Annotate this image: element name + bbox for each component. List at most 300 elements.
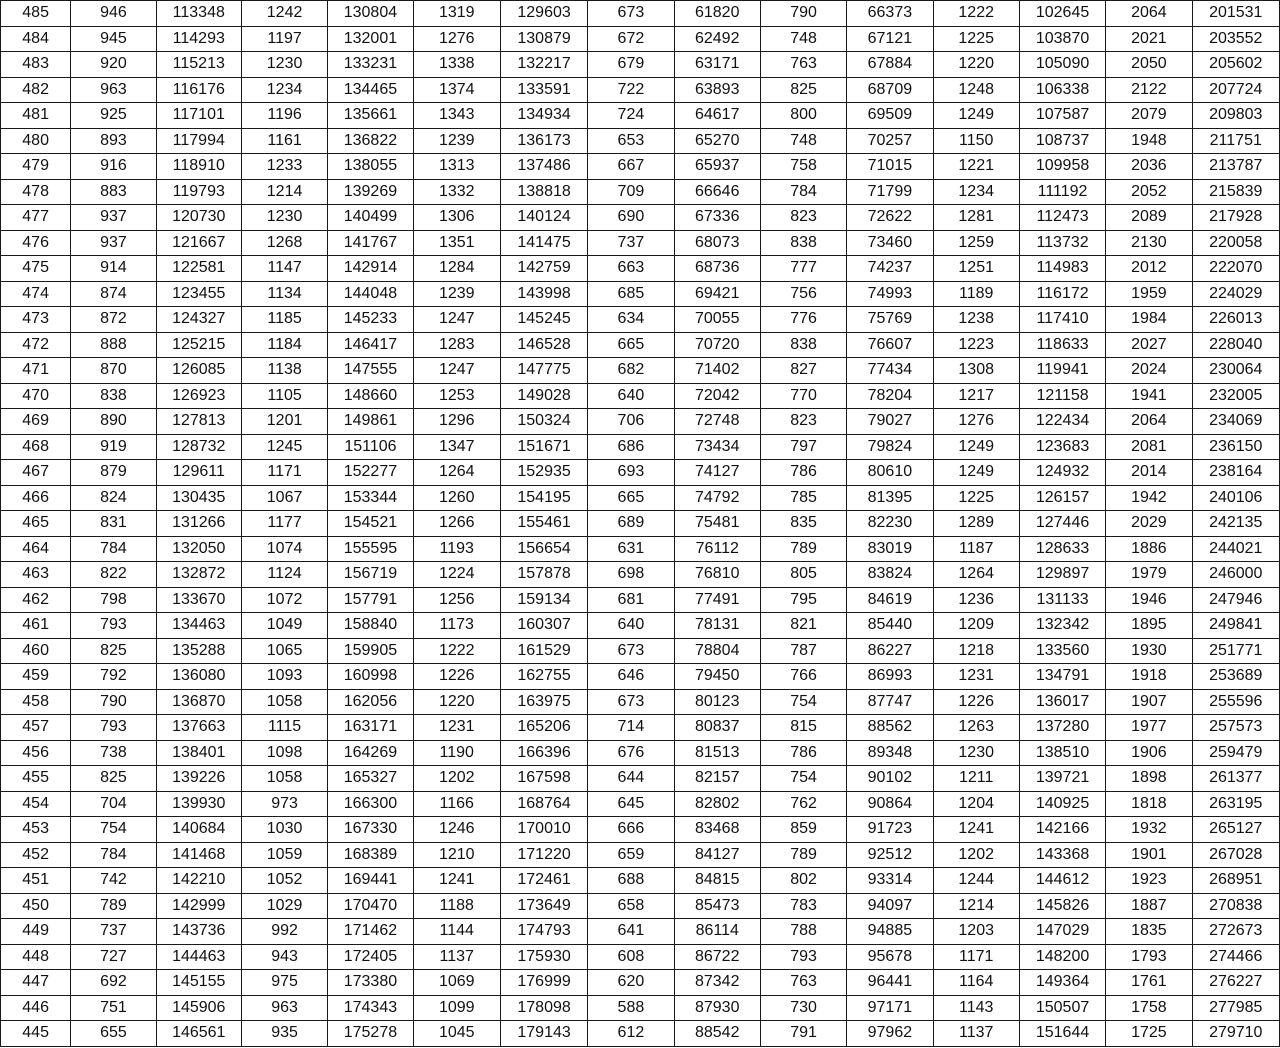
table-cell: 171220 <box>500 842 587 868</box>
table-cell: 827 <box>760 358 846 384</box>
table-cell: 1248 <box>933 77 1019 103</box>
table-cell: 132001 <box>328 26 413 52</box>
table-cell: 67121 <box>847 26 933 52</box>
table-cell: 1226 <box>933 689 1019 715</box>
table-cell: 1253 <box>413 383 500 409</box>
table-cell: 838 <box>760 332 846 358</box>
score-cell: 453 <box>1 817 71 843</box>
table-cell: 1886 <box>1106 536 1192 562</box>
table-cell: 82230 <box>847 511 933 537</box>
score-cell: 471 <box>1 358 71 384</box>
table-cell: 86227 <box>847 638 933 664</box>
table-cell: 1284 <box>413 256 500 282</box>
table-cell: 756 <box>760 281 846 307</box>
table-cell: 1201 <box>241 409 327 435</box>
table-cell: 1185 <box>241 307 327 333</box>
table-cell: 232005 <box>1192 383 1279 409</box>
table-cell: 2012 <box>1106 256 1192 282</box>
table-cell: 85473 <box>674 893 760 919</box>
table-cell: 72622 <box>847 205 933 231</box>
table-cell: 113348 <box>156 1 241 27</box>
table-cell: 142166 <box>1019 817 1105 843</box>
table-cell: 136822 <box>328 128 413 154</box>
table-cell: 1259 <box>933 230 1019 256</box>
score-cell: 468 <box>1 434 71 460</box>
table-cell: 176999 <box>500 970 587 996</box>
table-cell: 685 <box>588 281 674 307</box>
table-cell: 825 <box>760 77 846 103</box>
table-cell: 238164 <box>1192 460 1279 486</box>
table-cell: 86114 <box>674 919 760 945</box>
table-cell: 64617 <box>674 103 760 129</box>
table-body <box>1 1 1280 1047</box>
table-cell: 1134 <box>241 281 327 307</box>
table-cell: 134791 <box>1019 664 1105 690</box>
table-cell: 1247 <box>413 307 500 333</box>
table-cell: 137280 <box>1019 715 1105 741</box>
table-cell: 672 <box>588 26 674 52</box>
table-row <box>1 409 1280 435</box>
table-cell: 74237 <box>847 256 933 282</box>
table-cell: 730 <box>760 995 846 1021</box>
table-cell: 1918 <box>1106 664 1192 690</box>
table-cell: 754 <box>760 766 846 792</box>
table-cell: 84619 <box>847 587 933 613</box>
table-cell: 2079 <box>1106 103 1192 129</box>
table-cell: 859 <box>760 817 846 843</box>
table-cell: 121158 <box>1019 383 1105 409</box>
table-cell: 1210 <box>413 842 500 868</box>
table-cell: 1281 <box>933 205 1019 231</box>
table-cell: 156654 <box>500 536 587 562</box>
table-cell: 793 <box>760 944 846 970</box>
table-cell: 165327 <box>328 766 413 792</box>
table-cell: 67884 <box>847 52 933 78</box>
table-cell: 784 <box>71 842 156 868</box>
table-cell: 2052 <box>1106 179 1192 205</box>
table-cell: 883 <box>71 179 156 205</box>
table-cell: 673 <box>588 1 674 27</box>
table-cell: 119941 <box>1019 358 1105 384</box>
table-cell: 1234 <box>241 77 327 103</box>
table-cell: 1124 <box>241 562 327 588</box>
table-cell: 798 <box>71 587 156 613</box>
table-cell: 1137 <box>933 1021 1019 1047</box>
table-cell: 2029 <box>1106 511 1192 537</box>
table-cell: 62492 <box>674 26 760 52</box>
table-cell: 1138 <box>241 358 327 384</box>
table-cell: 2024 <box>1106 358 1192 384</box>
table-cell: 777 <box>760 256 846 282</box>
table-row <box>1 179 1280 205</box>
table-cell: 126157 <box>1019 485 1105 511</box>
table-cell: 174793 <box>500 919 587 945</box>
table-cell: 1239 <box>413 281 500 307</box>
table-cell: 261377 <box>1192 766 1279 792</box>
table-cell: 1214 <box>933 893 1019 919</box>
table-cell: 1249 <box>933 460 1019 486</box>
table-row <box>1 485 1280 511</box>
table-cell: 82157 <box>674 766 760 792</box>
table-cell: 66373 <box>847 1 933 27</box>
table-cell: 257573 <box>1192 715 1279 741</box>
table-cell: 831 <box>71 511 156 537</box>
table-cell: 963 <box>241 995 327 1021</box>
table-cell: 127813 <box>156 409 241 435</box>
table-cell: 992 <box>241 919 327 945</box>
table-cell: 76810 <box>674 562 760 588</box>
table-cell: 129611 <box>156 460 241 486</box>
table-cell: 163171 <box>328 715 413 741</box>
table-cell: 222070 <box>1192 256 1279 282</box>
table-row <box>1 77 1280 103</box>
table-cell: 144048 <box>328 281 413 307</box>
table-cell: 145826 <box>1019 893 1105 919</box>
table-cell: 131266 <box>156 511 241 537</box>
table-cell: 1249 <box>933 103 1019 129</box>
table-cell: 754 <box>760 689 846 715</box>
table-cell: 130435 <box>156 485 241 511</box>
table-cell: 123683 <box>1019 434 1105 460</box>
table-cell: 1098 <box>241 740 327 766</box>
table-cell: 127446 <box>1019 511 1105 537</box>
table-cell: 142210 <box>156 868 241 894</box>
table-cell: 174343 <box>328 995 413 1021</box>
table-cell: 159134 <box>500 587 587 613</box>
table-cell: 178098 <box>500 995 587 1021</box>
table-cell: 763 <box>760 970 846 996</box>
table-cell: 793 <box>71 613 156 639</box>
table-cell: 655 <box>71 1021 156 1047</box>
table-cell: 1222 <box>933 1 1019 27</box>
table-cell: 140499 <box>328 205 413 231</box>
table-cell: 1204 <box>933 791 1019 817</box>
table-cell: 1887 <box>1106 893 1192 919</box>
table-cell: 147775 <box>500 358 587 384</box>
table-cell: 157791 <box>328 587 413 613</box>
table-cell: 620 <box>588 970 674 996</box>
table-cell: 149364 <box>1019 970 1105 996</box>
table-cell: 975 <box>241 970 327 996</box>
table-cell: 114983 <box>1019 256 1105 282</box>
table-cell: 879 <box>71 460 156 486</box>
table-cell: 72748 <box>674 409 760 435</box>
table-cell: 2089 <box>1106 205 1192 231</box>
table-cell: 162755 <box>500 664 587 690</box>
table-cell: 65270 <box>674 128 760 154</box>
score-cell: 456 <box>1 740 71 766</box>
table-cell: 132342 <box>1019 613 1105 639</box>
table-row <box>1 383 1280 409</box>
table-cell: 640 <box>588 383 674 409</box>
table-cell: 136080 <box>156 664 241 690</box>
table-cell: 925 <box>71 103 156 129</box>
table-cell: 107587 <box>1019 103 1105 129</box>
score-cell: 465 <box>1 511 71 537</box>
table-cell: 171462 <box>328 919 413 945</box>
table-cell: 1268 <box>241 230 327 256</box>
table-cell: 914 <box>71 256 156 282</box>
table-cell: 784 <box>760 179 846 205</box>
table-cell: 1188 <box>413 893 500 919</box>
table-cell: 85440 <box>847 613 933 639</box>
table-cell: 166396 <box>500 740 587 766</box>
table-cell: 1214 <box>241 179 327 205</box>
table-row <box>1 205 1280 231</box>
table-cell: 1246 <box>413 817 500 843</box>
table-cell: 1338 <box>413 52 500 78</box>
table-cell: 658 <box>588 893 674 919</box>
table-cell: 1220 <box>413 689 500 715</box>
table-cell: 706 <box>588 409 674 435</box>
table-cell: 1236 <box>933 587 1019 613</box>
table-cell: 612 <box>588 1021 674 1047</box>
table-cell: 937 <box>71 230 156 256</box>
table-cell: 67336 <box>674 205 760 231</box>
table-cell: 727 <box>71 944 156 970</box>
score-cell: 475 <box>1 256 71 282</box>
table-cell: 1263 <box>933 715 1019 741</box>
table-cell: 147029 <box>1019 919 1105 945</box>
table-cell: 74993 <box>847 281 933 307</box>
table-cell: 838 <box>760 230 846 256</box>
table-cell: 147555 <box>328 358 413 384</box>
table-cell: 158840 <box>328 613 413 639</box>
table-cell: 1221 <box>933 154 1019 180</box>
table-cell: 94885 <box>847 919 933 945</box>
table-cell: 821 <box>760 613 846 639</box>
table-cell: 141468 <box>156 842 241 868</box>
table-cell: 81395 <box>847 485 933 511</box>
table-cell: 152935 <box>500 460 587 486</box>
table-cell: 1306 <box>413 205 500 231</box>
table-cell: 1230 <box>933 740 1019 766</box>
table-cell: 263195 <box>1192 791 1279 817</box>
table-row <box>1 970 1280 996</box>
table-cell: 1313 <box>413 154 500 180</box>
table-cell: 1835 <box>1106 919 1192 945</box>
table-cell: 790 <box>71 689 156 715</box>
table-cell: 132217 <box>500 52 587 78</box>
table-cell: 162056 <box>328 689 413 715</box>
table-cell: 80610 <box>847 460 933 486</box>
table-cell: 1319 <box>413 1 500 27</box>
table-cell: 1818 <box>1106 791 1192 817</box>
table-row <box>1 26 1280 52</box>
table-cell: 1264 <box>413 460 500 486</box>
table-cell: 1251 <box>933 256 1019 282</box>
table-cell: 151671 <box>500 434 587 460</box>
table-cell: 1166 <box>413 791 500 817</box>
table-cell: 2130 <box>1106 230 1192 256</box>
table-cell: 102645 <box>1019 1 1105 27</box>
table-cell: 240106 <box>1192 485 1279 511</box>
table-row <box>1 664 1280 690</box>
table-cell: 79824 <box>847 434 933 460</box>
table-cell: 63893 <box>674 77 760 103</box>
table-cell: 795 <box>760 587 846 613</box>
table-cell: 2081 <box>1106 434 1192 460</box>
table-cell: 71402 <box>674 358 760 384</box>
table-cell: 1266 <box>413 511 500 537</box>
table-cell: 112473 <box>1019 205 1105 231</box>
table-cell: 1211 <box>933 766 1019 792</box>
table-cell: 242135 <box>1192 511 1279 537</box>
table-cell: 130804 <box>328 1 413 27</box>
score-cell: 452 <box>1 842 71 868</box>
table-cell: 1105 <box>241 383 327 409</box>
table-cell: 2064 <box>1106 409 1192 435</box>
table-cell: 1247 <box>413 358 500 384</box>
table-cell: 1045 <box>413 1021 500 1047</box>
table-cell: 143368 <box>1019 842 1105 868</box>
table-cell: 77491 <box>674 587 760 613</box>
table-cell: 201531 <box>1192 1 1279 27</box>
table-cell: 946 <box>71 1 156 27</box>
table-row <box>1 154 1280 180</box>
table-cell: 79027 <box>847 409 933 435</box>
table-cell: 1296 <box>413 409 500 435</box>
table-cell: 90102 <box>847 766 933 792</box>
table-cell: 1197 <box>241 26 327 52</box>
table-cell: 173649 <box>500 893 587 919</box>
table-cell: 1374 <box>413 77 500 103</box>
table-cell: 130879 <box>500 26 587 52</box>
table-row <box>1 230 1280 256</box>
table-cell: 704 <box>71 791 156 817</box>
table-cell: 754 <box>71 817 156 843</box>
table-cell: 141767 <box>328 230 413 256</box>
score-cell: 455 <box>1 766 71 792</box>
table-cell: 154521 <box>328 511 413 537</box>
table-cell: 1231 <box>933 664 1019 690</box>
table-cell: 168389 <box>328 842 413 868</box>
table-cell: 175930 <box>500 944 587 970</box>
table-cell: 673 <box>588 689 674 715</box>
table-cell: 69509 <box>847 103 933 129</box>
table-cell: 1343 <box>413 103 500 129</box>
table-cell: 123455 <box>156 281 241 307</box>
table-cell: 838 <box>71 383 156 409</box>
table-cell: 738 <box>71 740 156 766</box>
table-cell: 1230 <box>241 52 327 78</box>
table-cell: 138055 <box>328 154 413 180</box>
table-cell: 106338 <box>1019 77 1105 103</box>
table-cell: 1289 <box>933 511 1019 537</box>
table-cell: 1244 <box>933 868 1019 894</box>
score-cell: 461 <box>1 613 71 639</box>
table-cell: 1171 <box>933 944 1019 970</box>
table-cell: 116176 <box>156 77 241 103</box>
table-cell: 935 <box>241 1021 327 1047</box>
table-cell: 73460 <box>847 230 933 256</box>
table-cell: 74792 <box>674 485 760 511</box>
score-cell: 478 <box>1 179 71 205</box>
table-cell: 157878 <box>500 562 587 588</box>
table-cell: 155461 <box>500 511 587 537</box>
table-cell: 823 <box>760 205 846 231</box>
table-cell: 1264 <box>933 562 1019 588</box>
table-cell: 783 <box>760 893 846 919</box>
table-cell: 79450 <box>674 664 760 690</box>
table-cell: 142759 <box>500 256 587 282</box>
table-cell: 74127 <box>674 460 760 486</box>
table-cell: 1895 <box>1106 613 1192 639</box>
table-cell: 1932 <box>1106 817 1192 843</box>
table-cell: 698 <box>588 562 674 588</box>
table-cell: 1234 <box>933 179 1019 205</box>
table-cell: 246000 <box>1192 562 1279 588</box>
table-cell: 1052 <box>241 868 327 894</box>
table-row <box>1 919 1280 945</box>
table-cell: 1761 <box>1106 970 1192 996</box>
table-cell: 797 <box>760 434 846 460</box>
table-cell: 748 <box>760 128 846 154</box>
table-cell: 916 <box>71 154 156 180</box>
table-cell: 203552 <box>1192 26 1279 52</box>
table-row <box>1 256 1280 282</box>
table-cell: 800 <box>760 103 846 129</box>
table-cell: 255596 <box>1192 689 1279 715</box>
score-cell: 454 <box>1 791 71 817</box>
table-row <box>1 128 1280 154</box>
table-cell: 119793 <box>156 179 241 205</box>
table-cell: 84815 <box>674 868 760 894</box>
table-cell: 1907 <box>1106 689 1192 715</box>
table-cell: 145233 <box>328 307 413 333</box>
score-cell: 450 <box>1 893 71 919</box>
table-cell: 68073 <box>674 230 760 256</box>
table-cell: 1224 <box>413 562 500 588</box>
table-cell: 146528 <box>500 332 587 358</box>
table-cell: 78204 <box>847 383 933 409</box>
table-row <box>1 740 1280 766</box>
table-cell: 138818 <box>500 179 587 205</box>
table-row <box>1 842 1280 868</box>
table-cell: 145906 <box>156 995 241 1021</box>
table-cell: 822 <box>71 562 156 588</box>
table-cell: 673 <box>588 638 674 664</box>
table-cell: 770 <box>760 383 846 409</box>
table-cell: 824 <box>71 485 156 511</box>
table-cell: 784 <box>71 536 156 562</box>
table-cell: 122581 <box>156 256 241 282</box>
table-cell: 83468 <box>674 817 760 843</box>
score-cell: 446 <box>1 995 71 1021</box>
table-cell: 588 <box>588 995 674 1021</box>
table-cell: 139226 <box>156 766 241 792</box>
score-cell: 479 <box>1 154 71 180</box>
table-cell: 96441 <box>847 970 933 996</box>
table-cell: 1143 <box>933 995 1019 1021</box>
table-cell: 78131 <box>674 613 760 639</box>
table-cell: 160998 <box>328 664 413 690</box>
table-cell: 1308 <box>933 358 1019 384</box>
score-cell: 447 <box>1 970 71 996</box>
table-cell: 167330 <box>328 817 413 843</box>
table-cell: 136173 <box>500 128 587 154</box>
table-cell: 124327 <box>156 307 241 333</box>
table-cell: 153344 <box>328 485 413 511</box>
table-cell: 172461 <box>500 868 587 894</box>
table-cell: 129897 <box>1019 562 1105 588</box>
table-cell: 666 <box>588 817 674 843</box>
table-cell: 166300 <box>328 791 413 817</box>
score-cell: 484 <box>1 26 71 52</box>
table-cell: 789 <box>760 842 846 868</box>
table-cell: 663 <box>588 256 674 282</box>
table-cell: 1959 <box>1106 281 1192 307</box>
